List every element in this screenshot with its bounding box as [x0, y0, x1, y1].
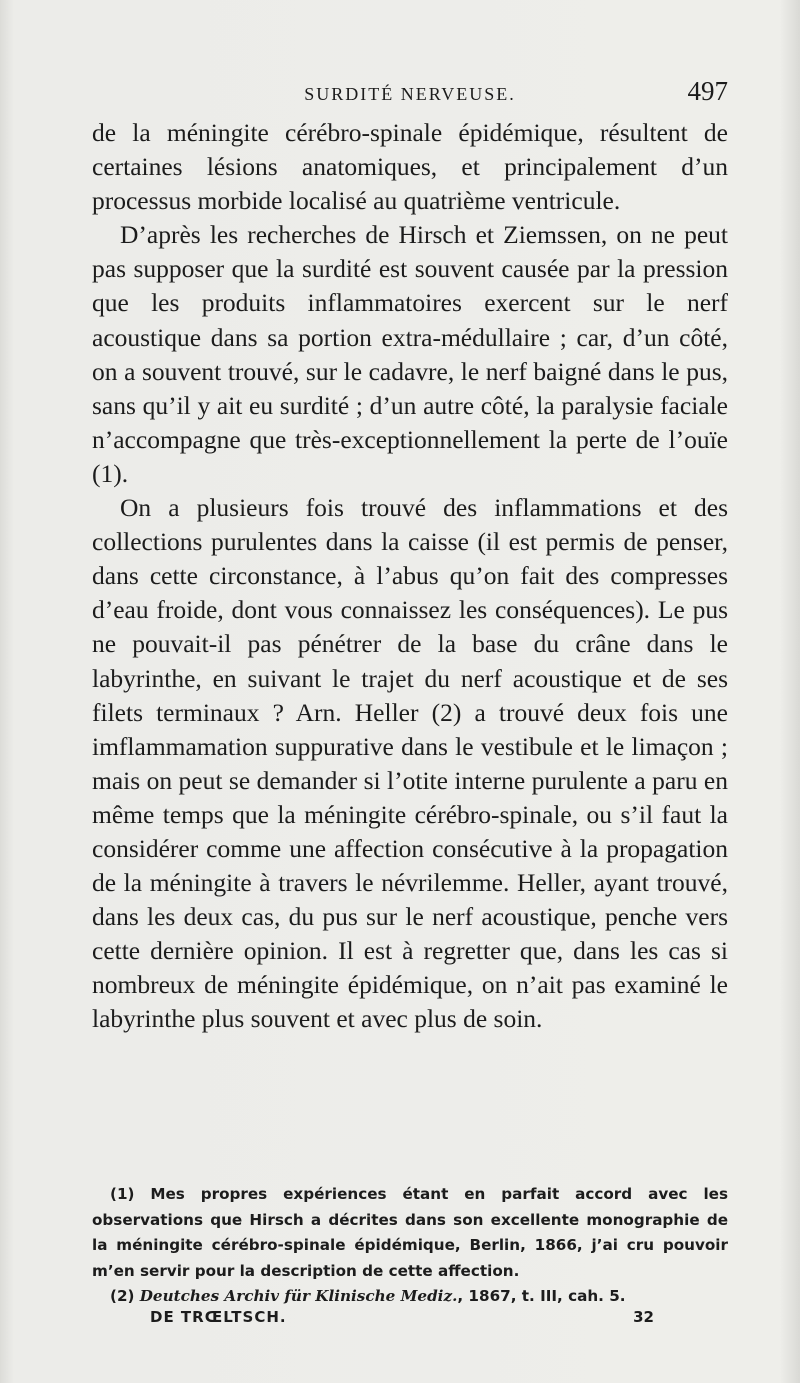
paragraph-inflammations: On a plusieurs fois trouvé des inflammations et des collections purulentes dans la caisse (il est permis de penser, dans cette circonstance, à l’abus qu’on fait des compresses d’eau froide, dont vous connaissez les conséquences). Le pus ne pouvait-il pas pénétrer de la base du crâne dans le labyrinthe, en suivant le trajet du nerf acoustique et de ses filets terminaux ? Arn. Heller (2) a trouvé deux fois une imflammamation suppurative dans le vestibule et le limaçon ; mais on peut se demander si l’otite interne purulente a paru en même temps que la méningite cérébro-spinale, ou s’il faut la considérer comme une affection consécutive à la propagation de la méningite à travers le névrilemme. Heller, ayant trouvé, dans les deux cas, du pus sur le nerf acoustique, penche vers cette dernière opinion. Il est à regretter que, dans les cas si nombreux de méningite épidémique, on n’ait pas examiné le labyrinthe plus souvent et avec plus de soin. [92, 493, 728, 1034]
running-header [92, 74, 728, 110]
page-number: 497 [687, 76, 728, 106]
signature-mark: 32 [633, 1308, 654, 1326]
footnote-1: (1) Mes propres expériences étant en parfait accord avec les observations que Hirsch a décrites dans son excellente monographie de la méningite cérébro-spinale épidémique, Berlin, 1866, j’ai cru pouvoir m’en servir pour la description de cette affection. [92, 1185, 728, 1280]
footnote-2-prefix: (2) [110, 1287, 140, 1305]
footnote-2-journal: Deutches Archiv für Klinische Mediz. [139, 1287, 458, 1305]
printer-signature: DE TRŒLTSCH. [150, 1308, 287, 1326]
running-title: SURDITÉ NERVEUSE. [304, 84, 516, 104]
paragraph-hirsch-ziemssen: D’après les recherches de Hirsch et Ziemssen, on ne peut pas supposer que la surdité est souvent causée par la pression que les produits inflammatoires exercent sur le nerf acoustique dans sa portion extra-médullaire ; car, d’un côté, on a souvent trouvé, sur le cadavre, le nerf baigné dans le pus, sans qu’il y ait eu surdité ; d’un autre côté, la paralysie faciale n’accompagne que très-exceptionnellement la perte de l’ouïe (1). [92, 220, 728, 488]
body-text [92, 116, 728, 1037]
footnote-2-suffix: , 1867, t. III, cah. 5. [457, 1287, 626, 1305]
footnote-2 [92, 1284, 728, 1310]
footnotes [92, 1182, 728, 1310]
paragraph-continuation: de la méningite cérébro-spinale épidémique, résultent de certaines lésions anatomiques, et principalement d’un processus morbide localisé au quatrième ventricule. [92, 118, 728, 216]
signature-line [150, 1308, 654, 1332]
